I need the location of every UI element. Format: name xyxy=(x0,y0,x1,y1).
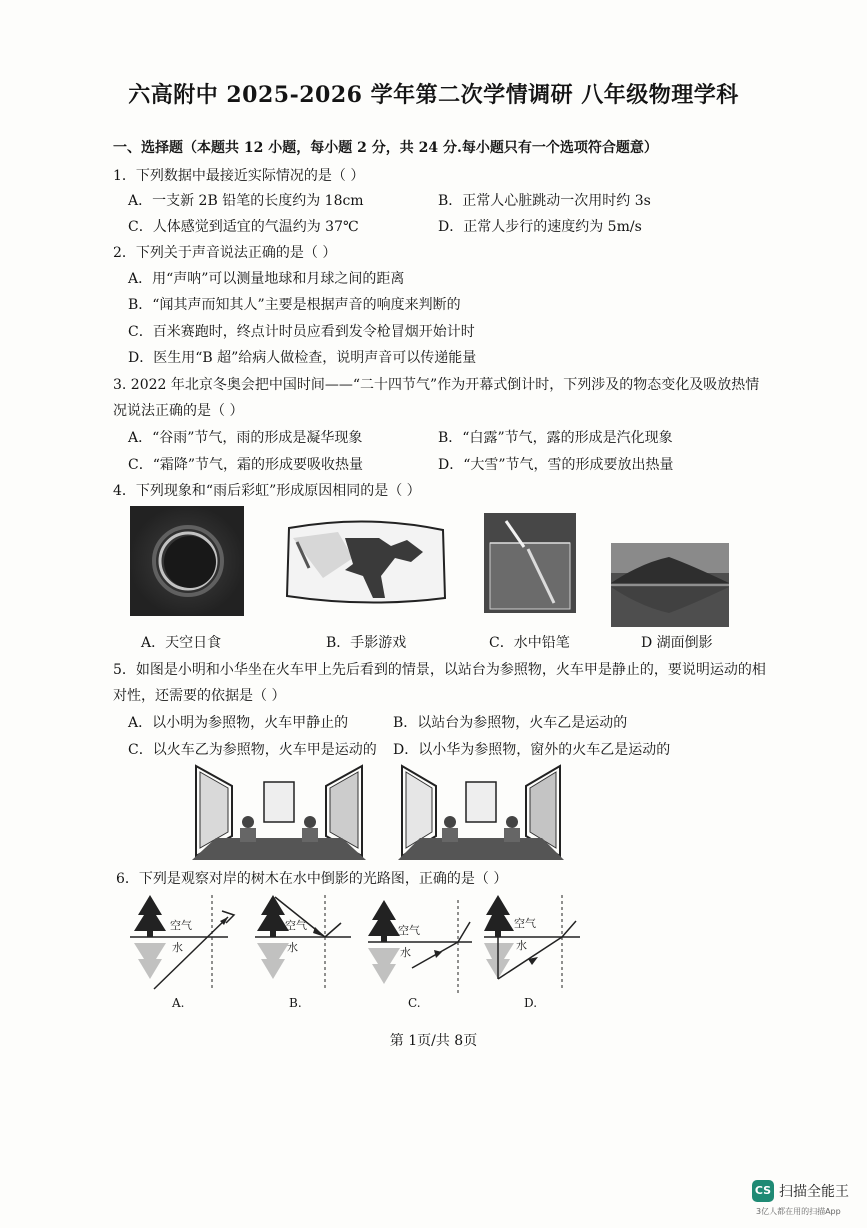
light-path-diagram-b xyxy=(255,893,355,993)
q1-option-b: B．正常人心脏跳动一次用时约 3s xyxy=(438,193,651,209)
q4-caption-c: C．水中铅笔 xyxy=(489,635,570,651)
question-4-stem: 4．下列现象和“雨后彩虹”形成原因相同的是（ ） xyxy=(113,483,421,499)
scanner-slogan: 3亿人都在用的扫描App xyxy=(756,1207,841,1216)
diagram-d-water-label: 水 xyxy=(516,939,527,952)
hand-shadow-photo xyxy=(283,518,451,604)
q6-caption-d: D. xyxy=(524,996,538,1010)
question-5-stem-cont: 对性，还需要的依据是（ ） xyxy=(113,688,286,704)
q6-caption-a: A. xyxy=(172,996,185,1010)
scanner-logo-icon: CS xyxy=(752,1180,774,1202)
question-3-stem: 3. 2022 年北京冬奥会把中国时间——“二十四节气”作为开幕式倒计时，下列涉及的物态变化及吸放热情 xyxy=(113,377,760,393)
diagram-c-air-label: 空气 xyxy=(398,924,420,937)
q4-caption-a: A．天空日食 xyxy=(141,635,222,651)
q5-option-a: A．以小明为参照物，火车甲静止的 xyxy=(128,715,349,731)
q5-option-c: C．以火车乙为参照物，火车甲是运动的 xyxy=(128,742,377,758)
q2-option-c: C．百米赛跑时，终点计时员应看到发令枪冒烟开始计时 xyxy=(128,324,475,340)
diagram-c-water-label: 水 xyxy=(400,946,411,959)
q5-option-b: B．以站台为参照物，火车乙是运动的 xyxy=(393,715,628,731)
q2-option-a: A．用“声呐”可以测量地球和月球之间的距离 xyxy=(128,271,405,287)
q6-caption-c: C. xyxy=(408,996,421,1010)
train-scene-left xyxy=(192,764,366,862)
q5-option-d: D．以小华为参照物，窗外的火车乙是运动的 xyxy=(393,742,671,758)
pencil-in-water-photo xyxy=(484,513,576,613)
section-heading: 一、选择题（本题共 12 小题，每小题 2 分，共 24 分.每小题只有一个选项符合题意） xyxy=(113,140,658,156)
q6-caption-b: B. xyxy=(289,996,302,1010)
page-title: 六高附中 2025-2026 学年第二次学情调研 八年级物理学科 xyxy=(128,82,739,108)
solar-eclipse-photo xyxy=(130,506,244,616)
q1-option-d: D．正常人步行的速度约为 5m/s xyxy=(438,219,642,235)
diagram-a-air-label: 空气 xyxy=(170,919,192,932)
page-number: 第 1页/共 8页 xyxy=(389,1033,478,1049)
diagram-b-air-label: 空气 xyxy=(285,919,307,932)
q3-option-b: B．“白露”节气，露的形成是汽化现象 xyxy=(438,430,673,446)
question-2-stem: 2．下列关于声音说法正确的是（ ） xyxy=(113,245,337,261)
light-path-diagram-c xyxy=(368,898,474,996)
q2-option-b: B．“闻其声而知其人”主要是根据声音的响度来判断的 xyxy=(128,297,461,313)
q3-option-c: C．“霜降”节气，霜的形成要吸收热量 xyxy=(128,457,364,473)
q4-caption-d: D 湖面倒影 xyxy=(641,635,713,651)
question-1-stem: 1．下列数据中最接近实际情况的是（ ） xyxy=(113,168,365,184)
q4-caption-b: B．手影游戏 xyxy=(326,635,407,651)
diagram-d-air-label: 空气 xyxy=(514,917,536,930)
lake-reflection-photo xyxy=(611,543,729,627)
diagram-b-water-label: 水 xyxy=(287,941,298,954)
train-scene-right xyxy=(398,764,564,862)
question-3-stem-cont: 况说法正确的是（ ） xyxy=(113,403,244,419)
scanner-app-name: 扫描全能王 xyxy=(779,1184,849,1200)
diagram-a-water-label: 水 xyxy=(172,941,183,954)
q1-option-c: C．人体感觉到适宜的气温约为 37℃ xyxy=(128,219,359,235)
light-path-diagram-a xyxy=(128,893,238,993)
question-5-stem: 5．如图是小明和小华坐在火车甲上先后看到的情景，以站台为参照物，火车甲是静止的，要说明运动的相 xyxy=(113,662,766,678)
q3-option-a: A．“谷雨”节气，雨的形成是凝华现象 xyxy=(128,430,363,446)
q2-option-d: D．医生用“B 超”给病人做检查，说明声音可以传递能量 xyxy=(128,350,477,366)
question-6-stem: 6．下列是观察对岸的树木在水中倒影的光路图，正确的是（ ） xyxy=(116,871,508,887)
q3-option-d: D．“大雪”节气，雪的形成要放出热量 xyxy=(438,457,674,473)
light-path-diagram-d xyxy=(484,893,584,993)
q1-option-a: A．一支新 2B 铅笔的长度约为 18cm xyxy=(128,193,364,209)
